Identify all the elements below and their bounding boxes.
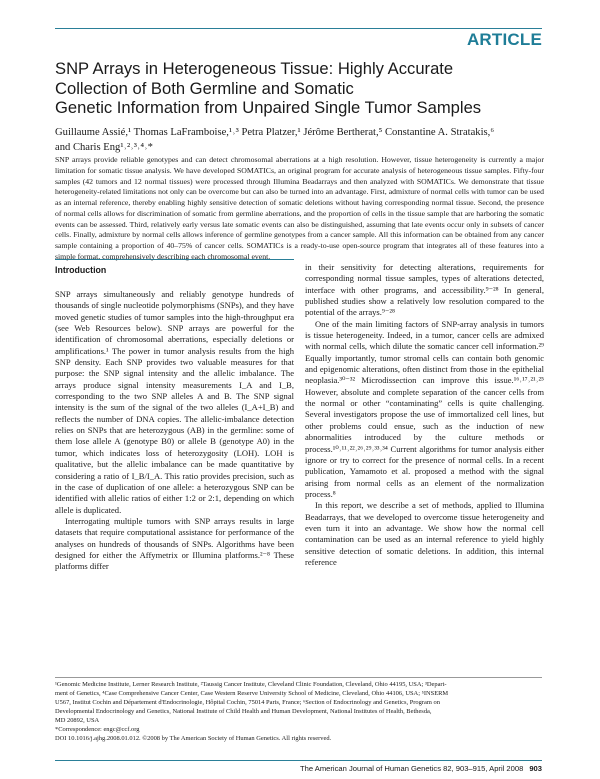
intro-paragraph-3: in their sensitivity for detecting alterations, requirements for corresponding normal tissue samples, types of alterations detected, interface with other programs, and accessibility.⁹⁻²⁸ In general, published studies show a relatively low resolution compared to the potential of the arrays.⁹⁻²⁸ [305,262,544,318]
affiliation-line: Developmental Endocrinology and Genetics, National Institute of Child Health and Human Development, National Institutes of Health, Bethesda, [55,707,432,715]
affiliation-line: ¹Genomic Medicine Institute, Lerner Research Institute, ²Taussig Cancer Institute, Cleveland Clinic Foundation, Cleveland, Ohio 44195, USA; ³Depart- [55,681,447,688]
journal-citation: The American Journal of Human Genetics 82, 903–915, April 2008 [300,764,524,773]
title-line-2: Collection of Both Germline and Somatic [55,78,354,98]
intro-paragraph-4: One of the main limiting factors of SNP-array analysis in tumors is tissue heterogeneity. Indeed, in a tumor, cancer cells are admixed with normal cells, which dilute the somatic cancer cell information.²⁹ Equally importantly, tumor stromal cells can contain both genomic and epigenomic alterations, often distinct from those in the epithelial neoplasia.³⁰⁻³² Microdissection can improve this issue.¹⁶˒¹⁷˒²¹˒²⁵ However, absolute and complete separation of the cancer cells from the normal or other “contaminating” cells is quite challenging. Several investigators propose the use of immortalized cell lines, but other problems could ensue, such as the induction of new abnormalities introduced by the culture methods or process.¹⁰˒¹¹˒²²˒²⁶˒²⁹˒³³˒³⁴ Current algorithms for tumor analysis either ignore or try to correct for the presence of normal cells. In a recent publication, Yamamoto et al. proposed a method with the signal arising from normal cells as an element of the normalization process.⁸ [305,318,544,499]
left-column [55,289,294,573]
footnote-rule [55,677,542,678]
page-number: 903 [529,764,542,773]
intro-paragraph-5: In this report, we describe a set of methods, applied to Illumina Beadarrays, that we developed to overcome tissue heterogeneity and even turn it into an advantage. We show how the normal cell contamination can be used as an internal reference to yield highly sensitive detection of somatic deletions. In addition, this internal reference [305,500,544,567]
correspondence-line: *Correspondence: engc@ccf.org [55,725,140,733]
author-list [55,125,555,155]
abstract: SNP arrays provide reliable genotypes and can detect chromosomal aberrations at a high resolution. However, tissue heterogeneity is currently a major limitation for somatic tissue analysis. We have developed SOMATICs, an original program for accurate analysis of heterogeneous tissue samples. Fifty-four samples (42 tumors and 12 normal tissues) were processed through Illumina Beadarrays and then analyzed with SOMATICs. We demonstrate that tissue heterogeneity-related limitations not only can be overcome but can also be turned into an advantage. First, admixture of normal cells with tumor can be used as an internal reference, thereby enabling highly sensitive detection of somatic deletions without having corresponding normal tissue. Second, the presence of normal cells allows for discrimination of somatic from germline aberrations, and the proportion of cells in the tissue sample that are harboring the somatic events can be assessed. Third, relatively early versus late somatic events can also be distinguished, assuming that late events occur only in subsets of cancer cells. Finally, admixture by normal cells allows inference of germline genotypes from a cancer sample. All this information can be obtained from any cancer sample containing a proportion of 40–75% of cancer cells. SOMATICs is a ready-to-use open-source program that integrates all of these features into a simple format, comprehensively describing each chromosomal event. [55,155,544,261]
author-line-1: Guillaume Assié,¹ Thomas LaFramboise,¹˒³ Petra Platzer,¹ Jérôme Bertherat,⁵ Constantine A. Stratakis,⁶ [55,127,495,138]
article-type-label: ARTICLE [466,30,542,49]
affiliation-line: MD 20892, USA [55,716,100,724]
footnotes [55,681,544,744]
title-line-3: Genetic Information from Unpaired Single Tumor Samples [55,98,482,118]
intro-paragraph-1: SNP arrays simultaneously and reliably genotype hundreds of thousands of single nucleotide polymorphisms (SNPs), and they have moved genetic studies of tumor samples into the high-throughput era (see Web Resources below). SNP arrays are powerful for the identification of chromosomal aberrations, especially deletions or amplifications.¹ The power in tumor analysis results from the high SNP density. Each SNP provides two valuable measures for that purpose: the SNP signal intensity and the allelic imbalance. The arrays produce signal intensity measurements I_A and I_B, corresponding to the two SNP alleles A and B. The SNP signal intensity is the sum of the signal of the two alleles (I_A+I_B) and reflects the number of DNA copies. The allelic-imbalance detection relies on SNPs that are heterozygous (AB) in the germline: some of them lose allele A (genotype B0) or allele B (genotype A0) in the tumor, which indicates loss of heterozygosity (LOH). LOH is qualitative, but the allelic imbalance can be made quantitative by considering a ratio of I_B/I_A. This ratio provides precision, such as in the case of duplication of one allele: a heterozygous SNP can be identified with allelic ratios of either 1:2 or 2:1, depending on which allele is duplicated. [55,289,294,515]
section-rule [55,259,294,260]
article-title [55,59,575,118]
section-heading-introduction: Introduction [55,265,107,275]
journal-footer [300,764,542,773]
bottom-rule [55,760,542,761]
top-rule [55,28,542,29]
right-column [305,262,544,568]
doi-line: DOI 10.1016/j.ajhg.2008.01.012. ©2008 by The American Society of Human Genetics. All rights reserved. [55,734,332,742]
intro-paragraph-2: Interrogating multiple tumors with SNP arrays results in large datasets that require computational assistance for performance of the analyses on hundreds of thousands of SNPs. Algorithms have been designed for either the Affymetrix or Illumina platforms.²⁻⁸ These platforms differ [55,515,294,572]
affiliation-line: U567, Institut Cochin and Département d'Endocrinologie, Hôpital Cochin, 75014 Paris, France; ⁶Section of Endocrinology and Genetics, Program on [55,698,440,706]
author-line-2: and Charis Eng¹˒²˒³˒⁴˒* [55,142,153,153]
title-line-1: SNP Arrays in Heterogeneous Tissue: Highly Accurate [55,59,454,78]
affiliation-line: ment of Genetics, ⁴Case Comprehensive Cancer Center, Case Western Reserve University School of Medicine, Cleveland, Ohio 44106, USA; ⁵INSERM [55,689,449,697]
